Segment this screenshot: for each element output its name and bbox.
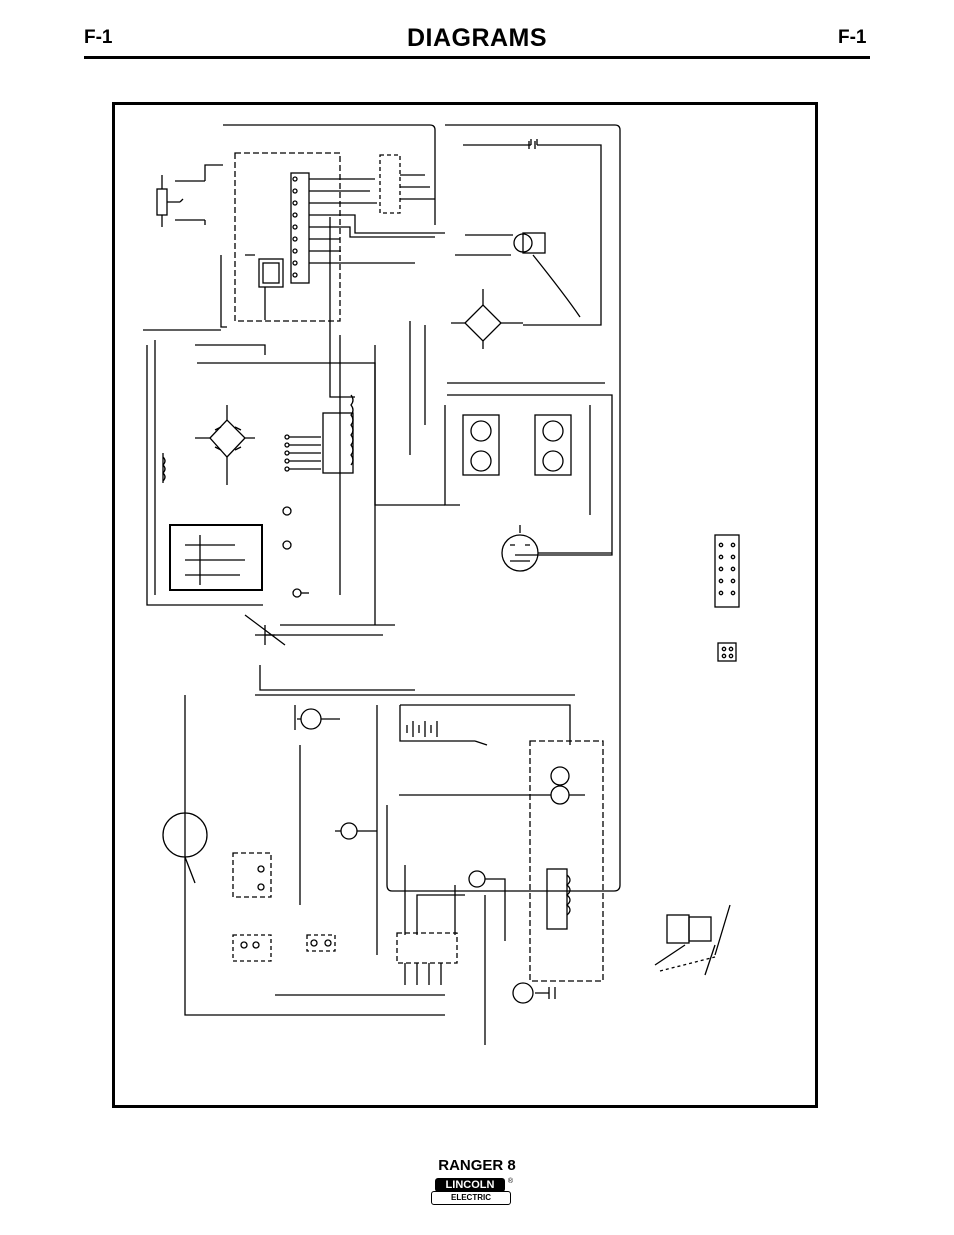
- receptacle-round: [502, 535, 538, 571]
- engine-box: [530, 741, 603, 981]
- diode-bridge-right: [465, 305, 501, 341]
- enclosure-right: [387, 125, 620, 891]
- receptacle-left: [463, 415, 499, 475]
- engine-connector: [513, 983, 533, 1003]
- plug-4pin: [718, 643, 736, 661]
- lincoln-electric-logo: [431, 1178, 511, 1204]
- plug-detail: [667, 915, 689, 943]
- section-code-right: F-1: [838, 27, 867, 48]
- header-rule: [84, 56, 870, 59]
- relay-lower: [233, 853, 271, 897]
- reactor-block: [323, 413, 353, 473]
- alternator-top: [551, 767, 569, 785]
- diode-bridge-left: [210, 420, 245, 457]
- logo-registered-mark: ®: [507, 1178, 513, 1185]
- tap-switch-dots: [285, 435, 289, 471]
- relay-coil: [263, 263, 279, 283]
- switch-box-top: [380, 155, 400, 213]
- receptacle-right: [535, 415, 571, 475]
- wiring-schematic: [115, 105, 815, 1105]
- indicator-lamp: [341, 823, 357, 839]
- logo-bottom: ELECTRIC: [431, 1191, 511, 1205]
- terminal-strip-lower: [397, 933, 457, 963]
- range-switch: [170, 525, 262, 590]
- diagram-frame: [112, 102, 818, 1108]
- section-code-left: F-1: [84, 27, 113, 48]
- logo-top: LINCOLN: [435, 1178, 505, 1192]
- ground-junction: [245, 615, 285, 645]
- terminal-strip-pins: [293, 177, 297, 277]
- battery: [407, 721, 437, 737]
- switch-lower-left: [233, 935, 271, 961]
- ignition-coil: [547, 869, 567, 929]
- page-title: DIAGRAMS: [406, 24, 548, 52]
- potentiometer: [157, 189, 167, 215]
- control-board-box: [235, 153, 340, 321]
- plug-10pin: [715, 535, 739, 607]
- model-name: RANGER 8: [438, 1157, 516, 1174]
